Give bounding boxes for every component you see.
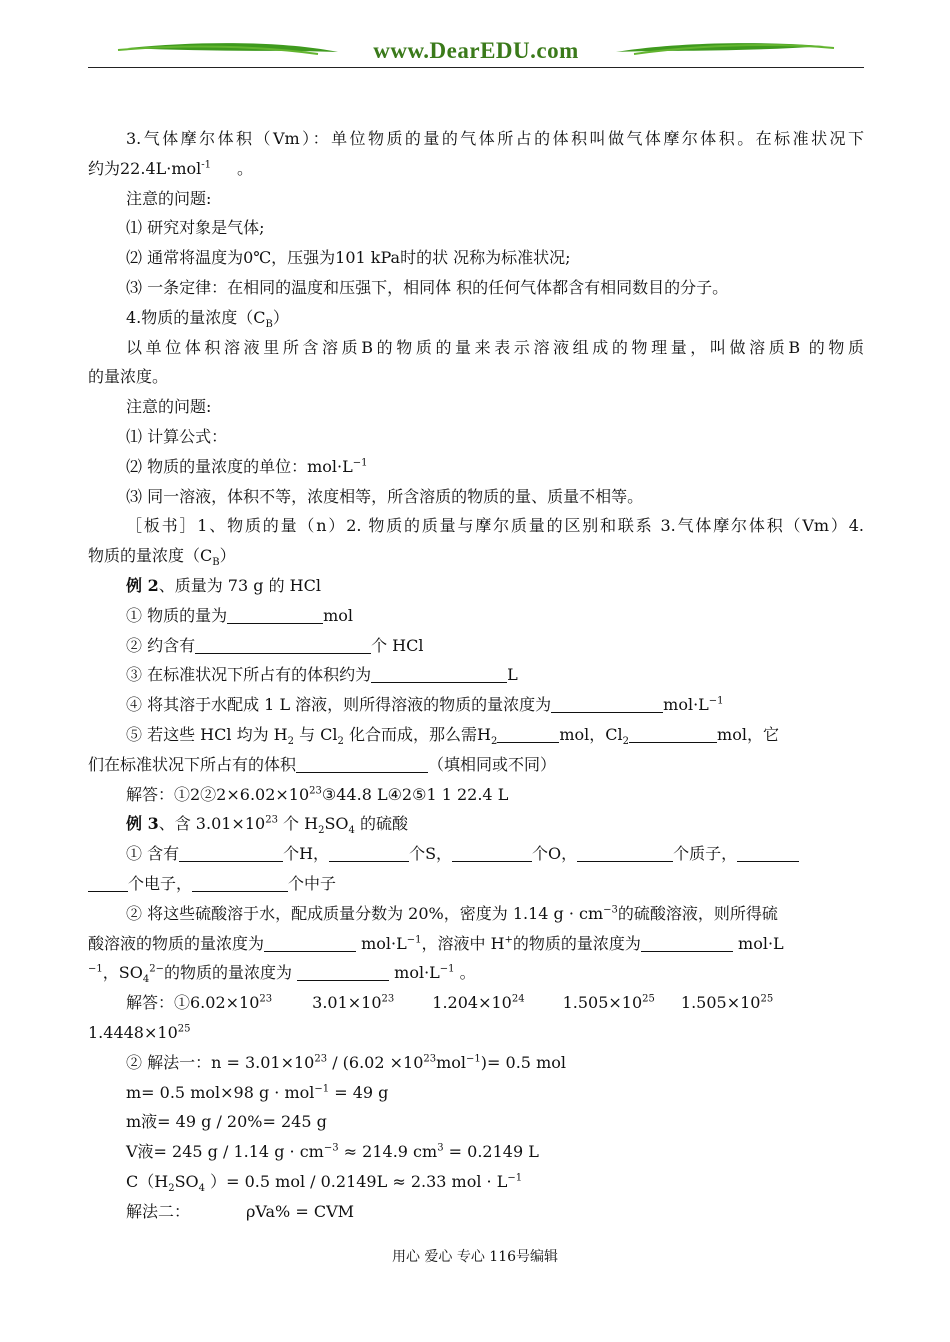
question-line: ④ 将其溶于水配成 1 L 溶液，则所得溶液的物质的量浓度为 $mol\cdot L^{-1}$: [126, 695, 724, 715]
list-item: ⑶ 一条定律：在相同的温度和压强下，相同体 积的任何气体都含有相同数目的分子。: [126, 277, 729, 297]
question-line: 酸溶液的物质的量浓度为 $mol\cdot L^{-1}$，溶液中 H+的物质的量浓度为 mol·L: [88, 933, 784, 953]
list-item: ⑵ 通常将温度为0℃，压强为101 kPa时的状 况称为标准状况;: [126, 248, 571, 268]
paragraph-line: 3.气体摩尔体积（Vm）：单位物质的量的气体所占的体积叫做气体摩尔体积。在标准状况下: [126, 129, 864, 148]
answer-line: 解答：$①6.02\times 10^{23}$ $3.01\times 10^{23}$ $1.204\times 10^{24}$ $1.505\times 10^{25}$ $1.505\times 10^{25}$: [126, 993, 774, 1013]
header-rule: [88, 67, 864, 68]
blank: [329, 844, 409, 862]
blank: [296, 755, 428, 773]
question-line: ① 物质的量为 mol: [126, 605, 354, 625]
answer-line: 解法二： ρVa% = CVM: [126, 1201, 355, 1221]
paragraph-line: 物质的量浓度$(C_B)$: [88, 546, 236, 569]
answer-line: $1.4448\times 10^{25}$: [88, 1022, 191, 1042]
answer-line: ② 解法一：$n = 3.01\times 10^{23} / (6.02 \times 10^{23}mol^{-1})= 0.5$ mol: [126, 1052, 566, 1072]
answer-line: m液= 49 g / 20%= 245 g: [126, 1112, 327, 1132]
site-logo-text: www.DearEDU.com: [373, 38, 579, 63]
list-item: ⑶ 同一溶液，体积不等，浓度相等，所含溶质的物质的量、质量不相等。: [126, 486, 644, 506]
blank: [641, 934, 733, 952]
answer-line: 解答：$①2②2\times 6.02\times 10^{23}③44.8$ L④2⑤1 1 22.4 L: [126, 784, 509, 804]
blank: [227, 606, 323, 624]
answer-line: $C(H_2SO_4$ ）= 0.5 mol / 0.2149L ≈ 2.33 mol · $L^{-1}$: [126, 1171, 523, 1195]
blank: [179, 844, 283, 862]
list-item: ⑴ 研究对象是气体;: [126, 218, 265, 238]
blank: [192, 874, 288, 892]
blank: [195, 636, 371, 654]
section-heading: 4.物质的量浓度$(C_B)$: [126, 307, 289, 330]
blank: [297, 963, 389, 981]
question-line: ③ 在标准状况下所占有的体积约为 L: [126, 665, 518, 685]
example-heading: 例 3、含 $3.01\times 10^{23}$ 个 $H_2SO_4$ 的硫酸: [126, 814, 408, 837]
blank: [264, 934, 356, 952]
answer-line: m= 0.5 mol×98 g · mol$^{-1}$ = 49 g: [126, 1082, 389, 1102]
page-footer: 用心 爱心 专心 116号编辑: [391, 1249, 559, 1265]
question-line: ① 含有 个H， 个S， 个O， 个质子，: [88, 839, 864, 869]
paragraph-line: ［板书］1、物质的量（n）2. 物质的质量与摩尔质量的区别和联系 3.气体摩尔体积（Vm）4.: [126, 516, 864, 536]
answer-line: V液= 245 g / 1.14 $g \cdot cm^{-3} \approx 214.9$ $cm^3 = 0.2149$ L: [126, 1142, 539, 1162]
paragraph-line: 的量浓度。: [88, 367, 169, 387]
paragraph-line: 以单位体积溶液里所含溶质B的物质的量来表示溶液组成的物理量，叫做溶质B 的物质: [126, 337, 864, 357]
question-line: ② 约含有 个 HCl: [126, 635, 424, 655]
blank: [629, 725, 717, 743]
blank: [452, 844, 532, 862]
question-line: 们在标准状况下所占有的体积 （填相同或不同）: [88, 754, 557, 774]
question-line: ⑤ 若这些 HCl 均为 $H_2$ 与 $Cl_2$ 化合而成，那么需$H_2$ mol，$Cl_2$ mol，它: [126, 724, 779, 748]
blank: [371, 665, 507, 683]
paragraph-line: 注意的问题:: [126, 188, 212, 208]
document-body: [88, 124, 864, 1226]
list-item: ⑵ 物质的量浓度的单位：$mol\cdot L^{-1}$: [126, 456, 368, 476]
question-line: ② 将这些硫酸溶于水，配成质量分数为 20%，密度为 1.14 $g \cdot cm^{-3}$的硫酸溶液，则所得硫: [126, 903, 778, 923]
blank: [551, 695, 663, 713]
list-item: ⑴ 计算公式：: [126, 426, 228, 446]
page-header: [88, 32, 864, 68]
blank: [577, 844, 673, 862]
question-line: 个电子， 个中子: [88, 869, 864, 899]
paragraph-line: 约为22.4L·mol$^{-1}$ 。: [88, 158, 254, 178]
blank: [88, 874, 128, 892]
example-heading: 例 2、质量为 73 g 的 HCl: [126, 575, 321, 595]
blank: [497, 725, 559, 743]
question-line: $^{-1}$，$SO_4^{2-}$的物质的量浓度为 $mol\cdot L^{-1}$ 。: [88, 963, 476, 986]
paragraph-line: 注意的问题:: [126, 397, 212, 417]
blank: [737, 844, 799, 862]
